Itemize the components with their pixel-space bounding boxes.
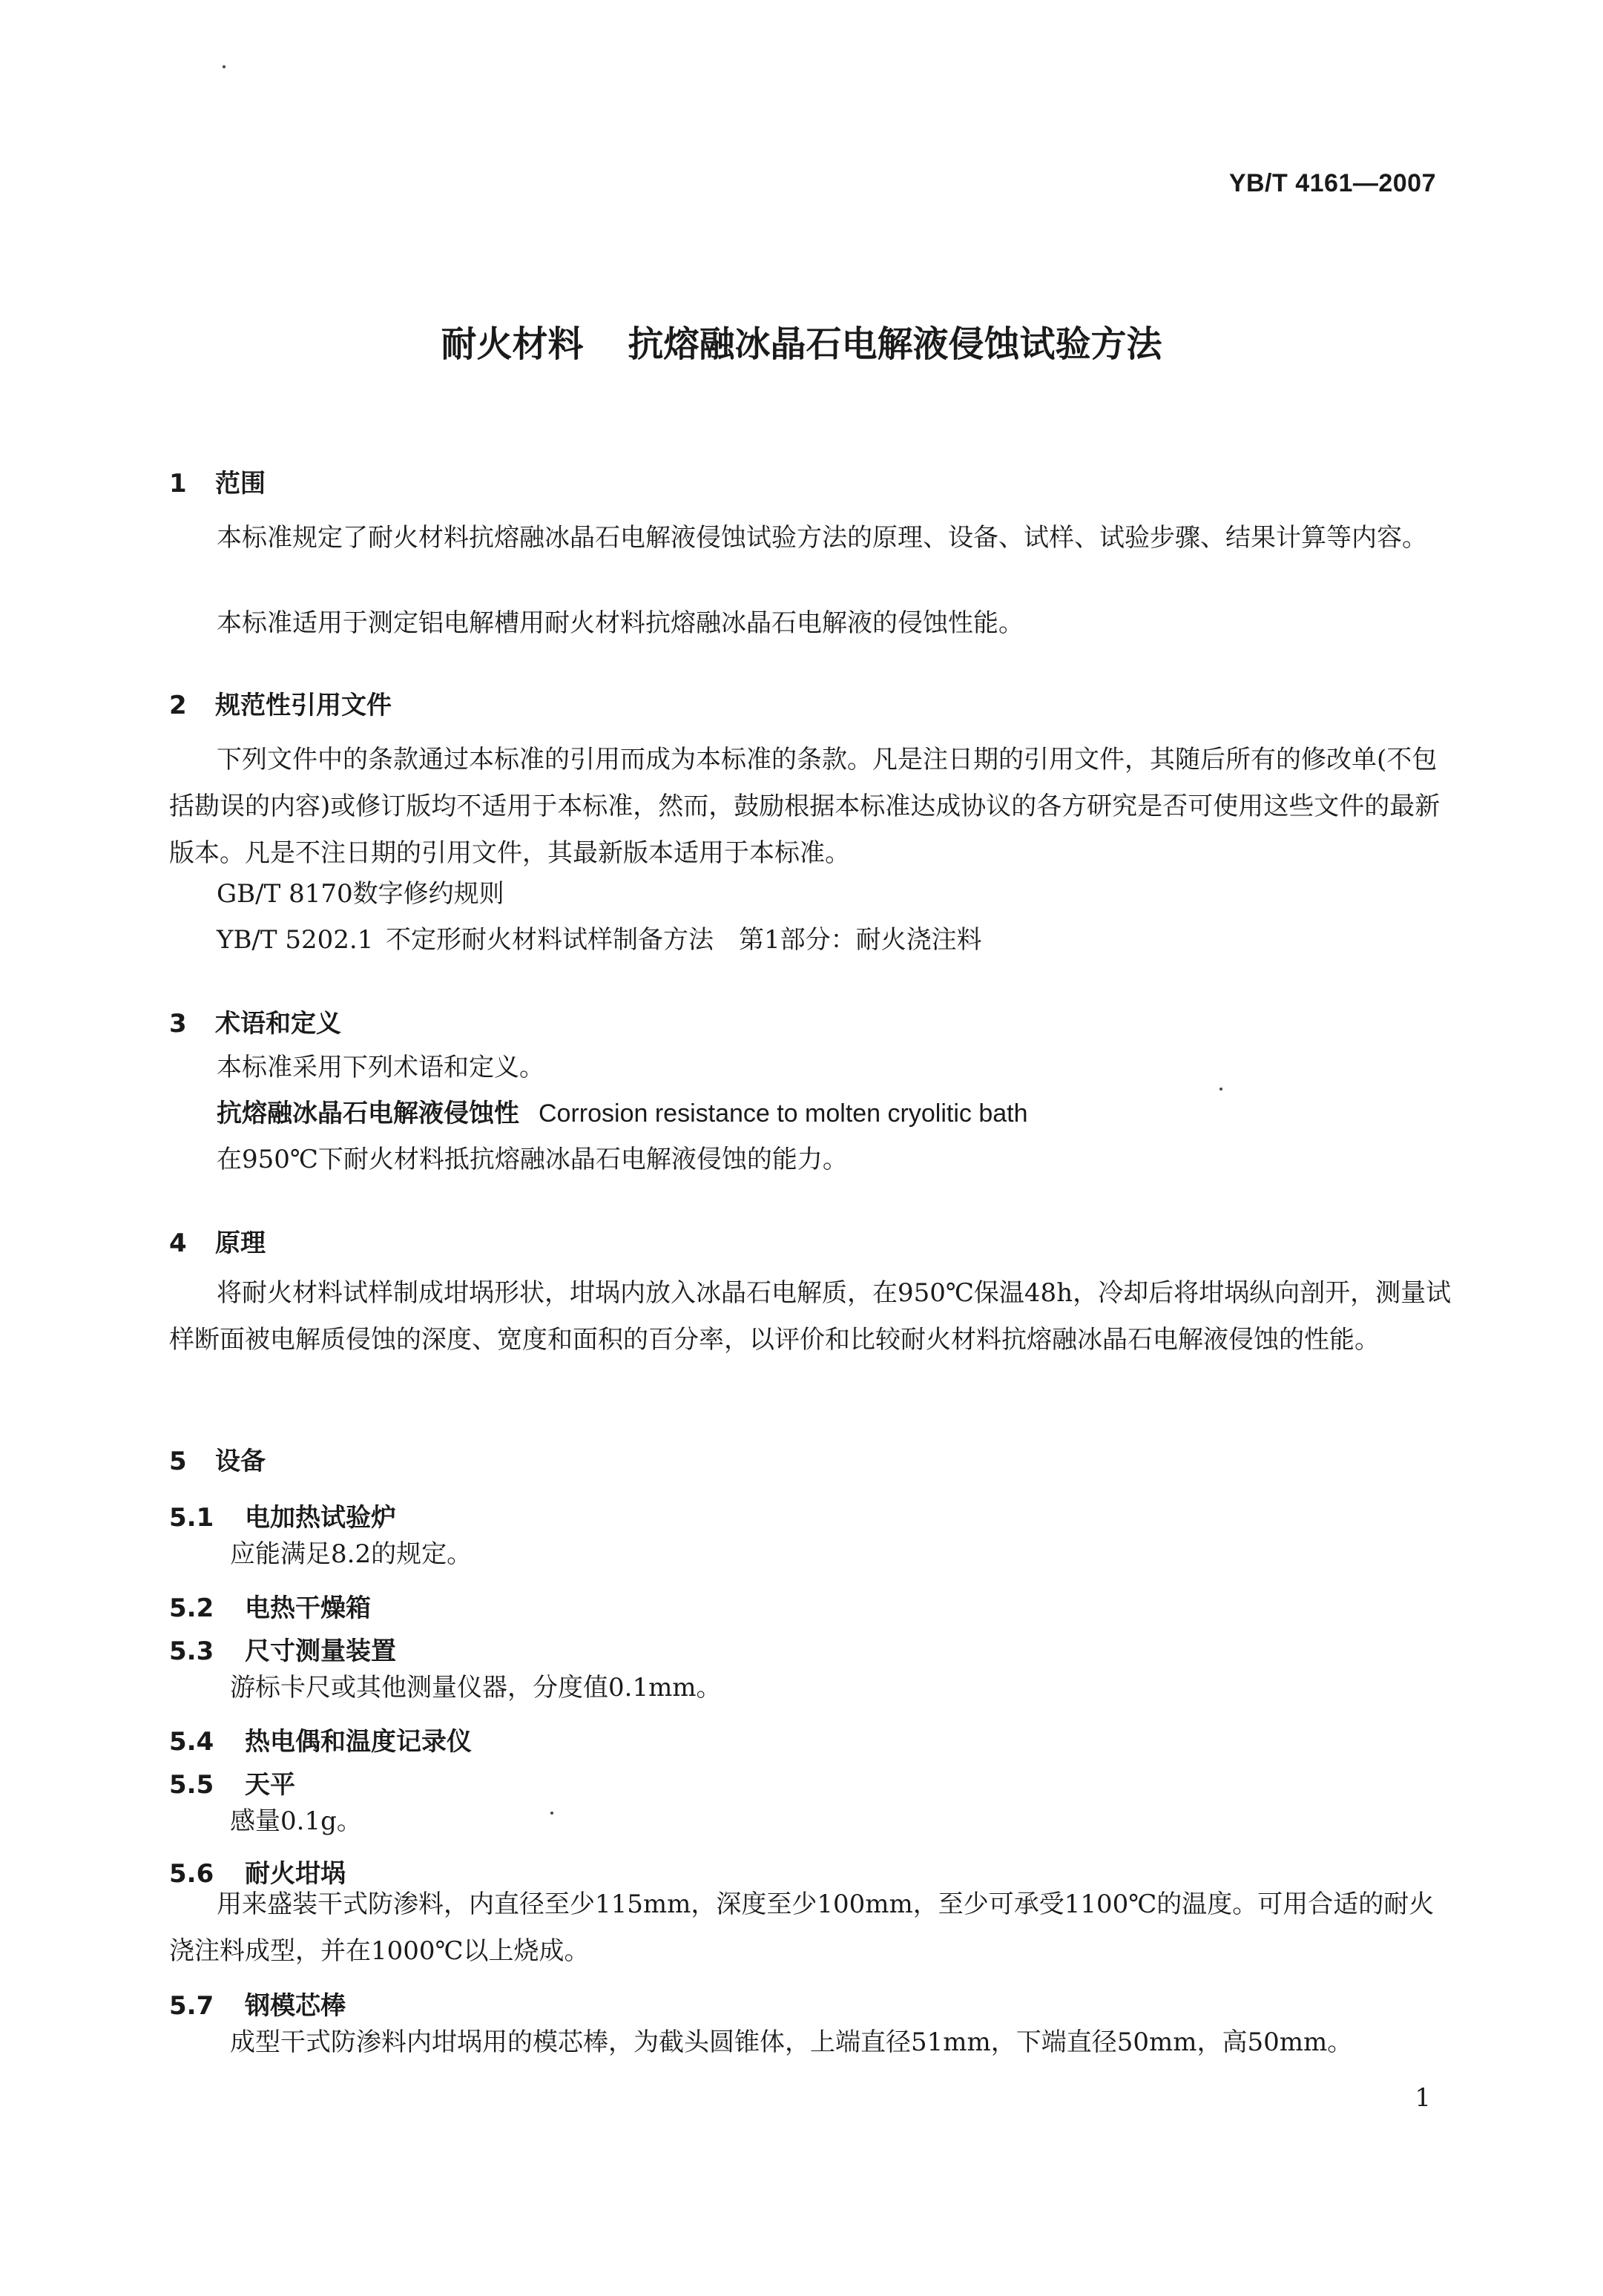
section-1-paragraph-1: 本标准规定了耐火材料抗熔融冰晶石电解液侵蚀试验方法的原理、设备、试样、试验步骤、结果计算等内容。: [217, 523, 1427, 553]
section-3-paragraph-1: 本标准采用下列术语和定义。: [217, 1053, 544, 1082]
title-part-1: 耐火材料: [441, 323, 584, 365]
section-3-heading: 3 术语和定义: [169, 1009, 341, 1039]
subsection-5-1-text: 应能满足8.2的规定。: [230, 1539, 473, 1569]
section-5-heading: 5 设备: [169, 1447, 266, 1476]
section-4-heading: 4 原理: [169, 1228, 266, 1258]
term-entry: [217, 1101, 1028, 1126]
document-title: [0, 315, 1603, 366]
scan-speck: [1219, 1088, 1222, 1091]
subsection-5-5-heading: 5.5 天平: [169, 1770, 295, 1800]
subsection-5-1-heading: 5.1 电加热试验炉: [169, 1503, 396, 1533]
section-1-paragraph-2: 本标准适用于测定铝电解槽用耐火材料抗熔融冰晶石电解液的侵蚀性能。: [217, 608, 1024, 638]
subsection-5-4-heading: 5.4 热电偶和温度记录仪: [169, 1727, 472, 1757]
normative-reference-1: GB/T 8170数字修约规则: [217, 879, 504, 909]
section-1-heading: 1 范围: [169, 469, 266, 499]
term-definition: 在950℃下耐火材料抵抗熔融冰晶石电解液侵蚀的能力。: [217, 1145, 848, 1174]
subsection-5-2-heading: 5.2 电热干燥箱: [169, 1593, 371, 1623]
section-4-paragraph-1: 将耐火材料试样制成坩埚形状，坩埚内放入冰晶石电解质，在950℃保温48h，冷却后将坩埚纵向剖开，测量试样断面被电解质侵蚀的深度、宽度和面积的百分率，以评价和比较耐火材料抗熔融冰晶石电解液侵蚀的性能。: [169, 1278, 1452, 1355]
standard-code: YB/T 4161—2007: [1228, 169, 1436, 197]
subsection-5-5-text: 感量0.1g。: [230, 1806, 362, 1836]
section-2-paragraph-1: 下列文件中的条款通过本标准的引用而成为本标准的条款。凡是注日期的引用文件，其随后所有的修改单(不包括勘误的内容)或修订版均不适用于本标准，然而，鼓励根据本标准达成协议的各方研究是否可使用这些文件的最新版本。凡是不注日期的引用文件，其最新版本适用于本标准。: [169, 745, 1441, 868]
title-part-2: 抗熔融冰晶石电解液侵蚀试验方法: [628, 323, 1162, 365]
term-english: Corrosion resistance to molten cryolitic bath: [539, 1099, 1028, 1128]
normative-reference-2: YB/T 5202.1 不定形耐火材料试样制备方法 第1部分：耐火浇注料: [217, 925, 982, 955]
section-2-heading: 2 规范性引用文件: [169, 691, 392, 720]
subsection-5-6-text: 用来盛装干式防渗料，内直径至少115mm，深度至少100mm，至少可承受1100℃的温度。可用合适的耐火浇注料成型，并在1000℃以上烧成。: [169, 1889, 1435, 1966]
page-number: 1: [1415, 2083, 1431, 2113]
subsection-5-7-text: 成型干式防渗料内坩埚用的模芯棒，为截头圆锥体，上端直径51mm，下端直径50mm，高50mm。: [230, 2027, 1353, 2057]
subsection-5-6-heading: 5.6 耐火坩埚: [169, 1859, 346, 1889]
subsection-5-3-heading: 5.3 尺寸测量装置: [169, 1637, 396, 1666]
subsection-5-7-heading: 5.7 钢模芯棒: [169, 1991, 346, 2021]
scan-speck: [223, 65, 226, 68]
subsection-5-3-text: 游标卡尺或其他测量仪器，分度值0.1mm。: [230, 1673, 722, 1703]
scan-speck: [550, 1812, 553, 1815]
term-chinese: 抗熔融冰晶石电解液侵蚀性: [217, 1099, 519, 1128]
